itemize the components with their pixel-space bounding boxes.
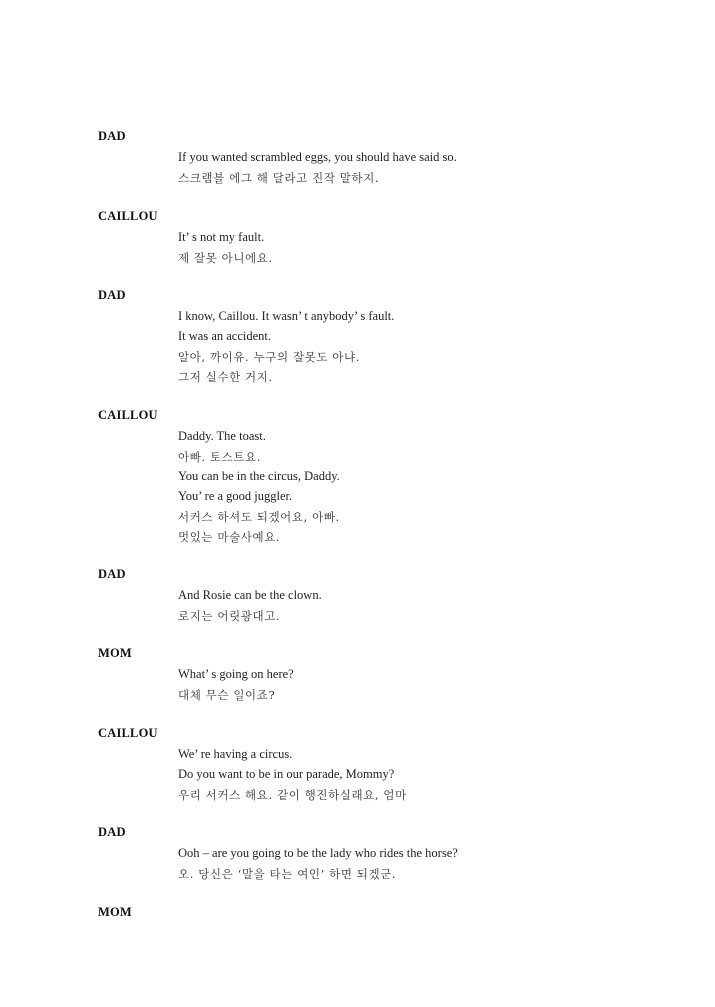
dialogue-line-korean: 멋있는 마술사예요. bbox=[178, 530, 281, 544]
dialogue-line-english: Daddy. The toast. bbox=[178, 429, 266, 443]
dialogue-line-korean: 아빠. 토스트요. bbox=[178, 450, 262, 464]
dialogue-line-korean: 대체 무슨 일이죠? bbox=[178, 688, 276, 702]
dialogue-line-korean: 우리 서커스 해요. 같이 행진하실래요, 엄마 bbox=[178, 788, 407, 802]
dialogue-line-korean: 알아, 까이유. 누구의 잘못도 아냐. bbox=[178, 350, 361, 364]
dialogue-line-korean: 로지는 어릿광대고. bbox=[178, 609, 281, 623]
speaker-name: CAILLOU bbox=[98, 726, 158, 740]
speaker-name: CAILLOU bbox=[98, 408, 158, 422]
speaker-name: DAD bbox=[98, 825, 126, 839]
dialogue-line-korean: 오. 당신은 ‘말을 타는 여인’ 하면 되겠군. bbox=[178, 867, 397, 881]
dialogue-line-korean: 서커스 하셔도 되겠어요, 아빠. bbox=[178, 510, 340, 524]
dialogue-line-korean: 스크램블 에그 해 달라고 진작 말하지. bbox=[178, 171, 380, 185]
dialogue-line-english: I know, Caillou. It wasn’ t anybody’ s fault. bbox=[178, 309, 395, 323]
dialogue-line-korean: 그저 실수한 거지. bbox=[178, 370, 273, 384]
speaker-name: CAILLOU bbox=[98, 209, 158, 223]
dialogue-line-korean: 제 잘못 아니에요. bbox=[178, 251, 273, 265]
speaker-name: MOM bbox=[98, 646, 132, 660]
dialogue-line-english: You’ re a good juggler. bbox=[178, 489, 293, 503]
dialogue-line-english: And Rosie can be the clown. bbox=[178, 588, 322, 602]
dialogue-line-english: You can be in the circus, Daddy. bbox=[178, 469, 340, 483]
dialogue-line-english: If you wanted scrambled eggs, you should have said so. bbox=[178, 150, 457, 164]
speaker-name: MOM bbox=[98, 905, 132, 919]
speaker-name: DAD bbox=[98, 567, 126, 581]
speaker-name: DAD bbox=[98, 129, 126, 143]
speaker-name: DAD bbox=[98, 288, 126, 302]
dialogue-line-english: We’ re having a circus. bbox=[178, 747, 293, 761]
dialogue-line-english: Do you want to be in our parade, Mommy? bbox=[178, 767, 395, 781]
dialogue-line-english: It was an accident. bbox=[178, 329, 272, 343]
dialogue-line-english: It’ s not my fault. bbox=[178, 230, 265, 244]
dialogue-line-english: What’ s going on here? bbox=[178, 667, 294, 681]
dialogue-line-english: Ooh – are you going to be the lady who rides the horse? bbox=[178, 846, 458, 860]
